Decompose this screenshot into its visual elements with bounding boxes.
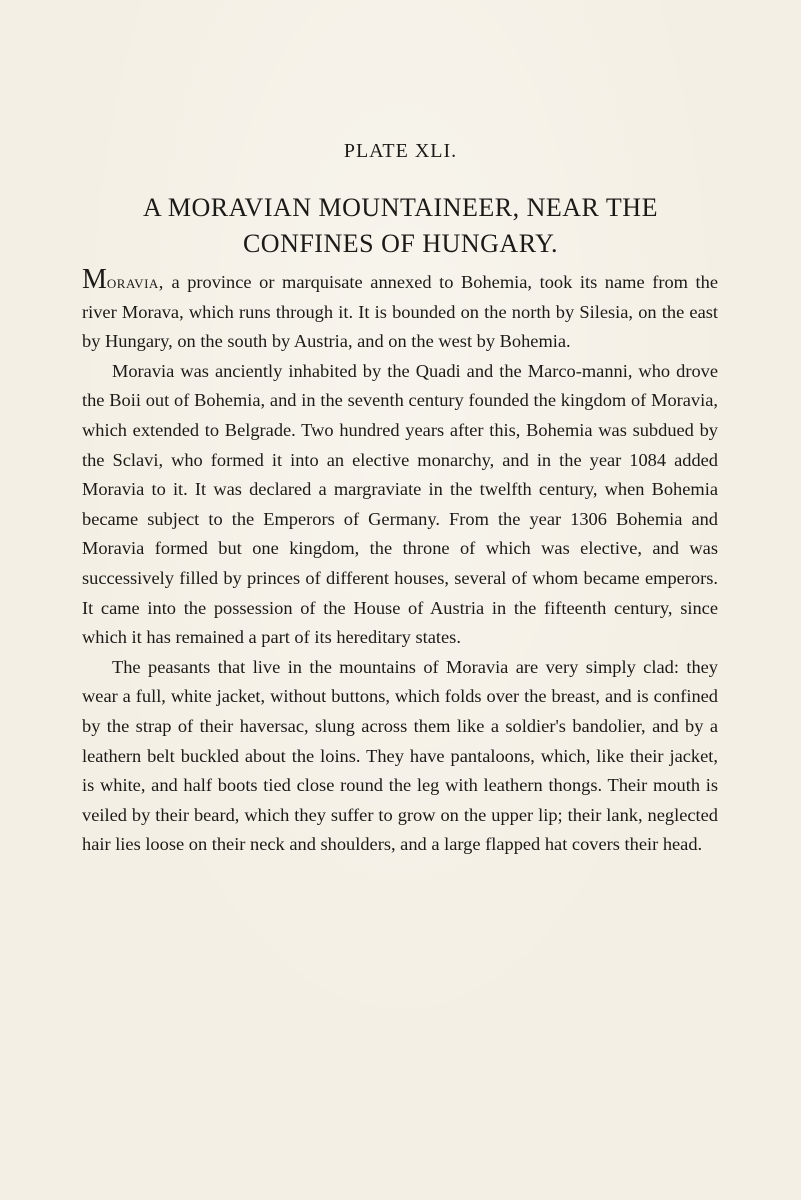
page-title <box>80 190 721 262</box>
paragraph-1 <box>82 264 718 357</box>
plate-label: PLATE XLI. <box>343 140 458 162</box>
body-text <box>82 264 718 860</box>
paragraph-2: Moravia was anciently inhabited by the Quadi and the Marco-manni, who drove the Boii out of Bohemia, and in the seventh century founded the kingdom of Moravia, which extended to Belgrade. Two hundred years after this, Bohemia was subdued by the Sclavi, who formed it into an elective monarchy, and in the year 1084 added Moravia to it. It was declared a margraviate in the twelfth century, when Bohemia became subject to the Emperors of Germany. From the year 1306 Bohemia and Moravia formed but one kingdom, the throne of which was elective, and was successively filled by princes of different houses, several of whom became emperors. It came into the possession of the House of Austria in the fifteenth century, since which it has remained a part of its hereditary states. <box>82 360 718 648</box>
drop-cap: M <box>82 264 107 295</box>
paragraph-3: The peasants that live in the mountains of Moravia are very simply clad: they wear a full, white jacket, without buttons, which folds over the breast, and is confined by the strap of their haversac, slung across them like a soldier's bandolier, and by a leathern belt buckled about the loins. They have pantaloons, which, like their jacket, is white, and half boots tied close round the leg with leathern thongs. Their mouth is veiled by their beard, which they suffer to grow on the upper lip; their lank, neglected hair lies loose on their neck and shoulders, and a large flapped hat covers their head. <box>82 656 718 855</box>
title-line-1: A MORAVIAN MOUNTAINEER, NEAR THE <box>143 193 658 222</box>
title-line-2: CONFINES OF HUNGARY. <box>242 229 559 258</box>
paragraph-1-text: a province or marquisate annexed to Bohemia, took its name from the river Morava, which runs through it. It is bounded on the north by Silesia, on the east by Hungary, on the south by Austria, and on the west by Bohemia. <box>82 272 718 352</box>
smallcaps-lead: oravia, <box>106 272 164 292</box>
